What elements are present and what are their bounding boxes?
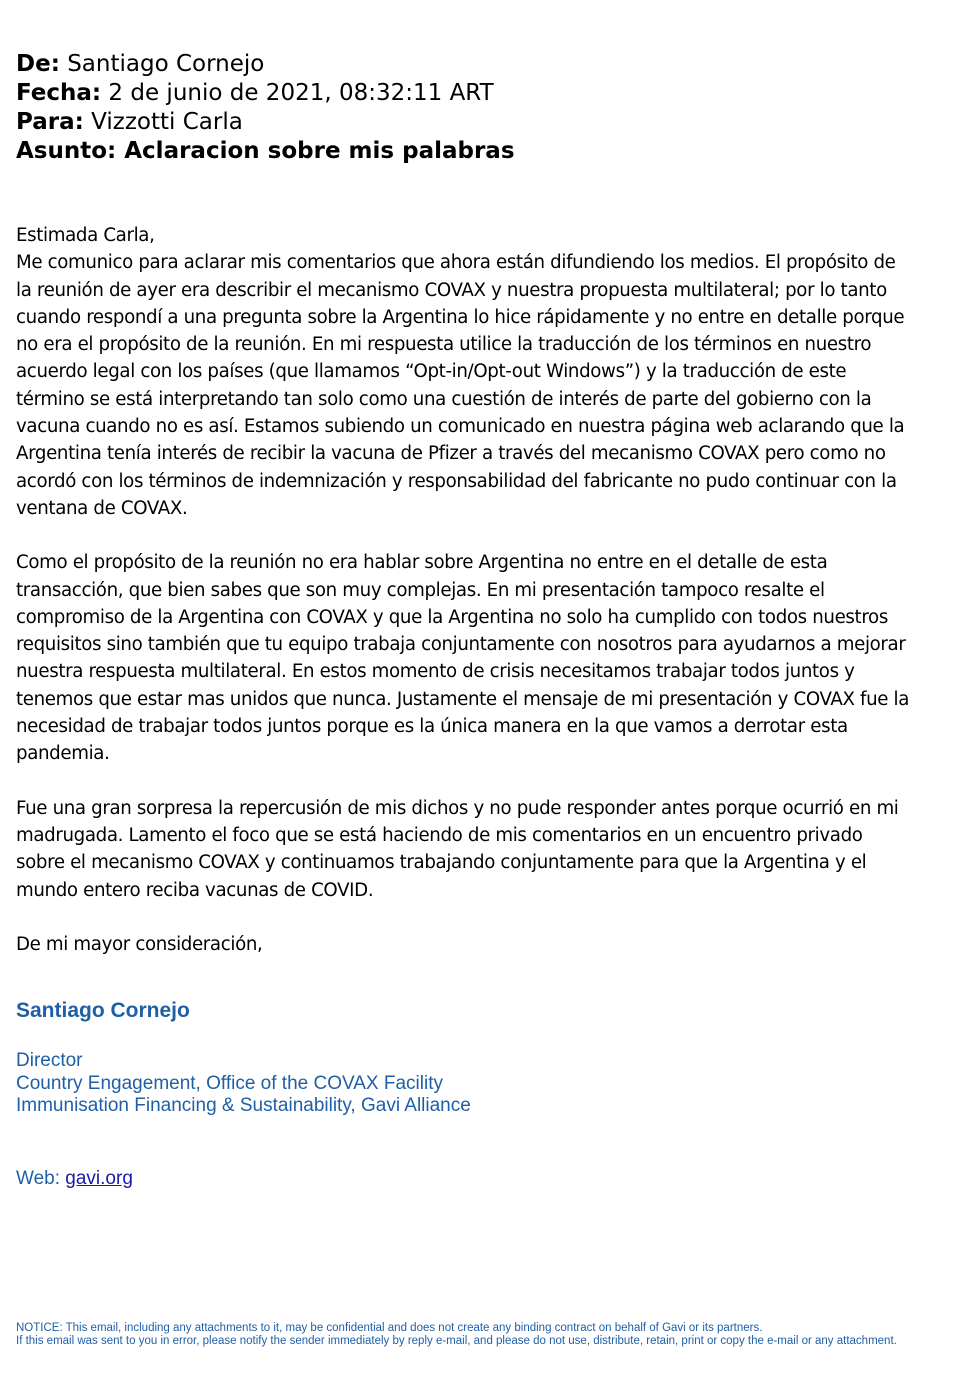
closing: De mi mayor consideración, xyxy=(16,933,263,955)
from-value: Santiago Cornejo xyxy=(67,51,265,77)
body-paragraph-1: Me comunico para aclarar mis comentarios que ahora están difundiendo los medios. El propósito de la reunión de ayer era describir el mecanismo COVAX y nuestra propuesta multilateral; por lo tanto cuando respondí a una pregunta sobre la Argentina lo hice rápidamente y no entre en detalle porque no era el propósito de la reunión. En mi respuesta utilice la traducción de los términos en nuestro acuerdo legal con los países (que llamamos “Opt-in/Opt-out Windows”) y la traducción de este término se está interpretando tan solo como una cuestión de interés de parte del gobierno con la vacuna cuando no es así. Estamos subiendo un comunicado en nuestra página web aclarando que la Argentina tenía interés de recibir la vacuna de Pfizer a través del mecanismo COVAX pero como no acordó con los términos de indemnización y responsabilidad del fabricante no pudo continuar con la ventana de COVAX. xyxy=(16,252,905,519)
legal-notice xyxy=(16,1322,916,1347)
signature-details xyxy=(16,1050,916,1118)
notice-line-2: If this email was sent to you in error, please notify the sender immediately by reply e-mail, and please do not use, distribute, retain, print or copy the e-mail or any attachment. xyxy=(16,1334,897,1347)
signature-title: Director xyxy=(16,1050,83,1072)
signature-line-2: Immunisation Financing & Sustainability, Gavi Alliance xyxy=(16,1095,471,1117)
signature-line-1: Country Engagement, Office of the COVAX Facility xyxy=(16,1072,443,1094)
web-row xyxy=(16,1168,916,1190)
body-paragraph-2: Como el propósito de la reunión no era hablar sobre Argentina no entre en el detalle de esta transacción, que bien sabes que son muy complejas. En mi presentación tampoco resalte el compromiso de la Argentina con COVAX y que la Argentina no solo ha cumplido con todos nuestros requisitos sino también que tu equipo trabaja conjuntamente con nosotros para ayudarnos a mejorar nuestra respuesta multilateral. En estos momento de crisis necesitamos trabajar todos juntos y tenemos que estar mas unidos que nunca. Justamente el mensaje de mi presentación y COVAX fue la necesidad de trabajar todos juntos porque es la única manera en la que vamos a derrotar esta pandemia. xyxy=(16,552,910,765)
date-label: Fecha: xyxy=(16,80,102,106)
date-value: 2 de junio de 2021, 08:32:11 ART xyxy=(108,80,494,106)
to-row xyxy=(16,108,916,137)
subject-value: Aclaracion sobre mis palabras xyxy=(124,138,515,164)
to-value: Vizzotti Carla xyxy=(91,109,243,135)
email-header xyxy=(16,50,916,166)
from-label: De: xyxy=(16,51,60,77)
from-row xyxy=(16,50,916,79)
body-paragraph-3: Fue una gran sorpresa la repercusión de mis dichos y no pude responder antes porque ocurrió en mi madrugada. Lamento el foco que se está haciendo de mis comentarios en un encuentro privado sobre el mecanismo COVAX y continuamos trabajando conjuntamente para que la Argentina y el mundo entero reciba vacunas de COVID. xyxy=(16,797,899,901)
web-label: Web: xyxy=(16,1167,61,1189)
subject-label: Asunto: xyxy=(16,138,117,164)
email-body xyxy=(16,222,916,958)
notice-line-1: NOTICE: This email, including any attachments to it, may be confidential and does not create any binding contract on behalf of Gavi or its partners. xyxy=(16,1322,763,1334)
to-label: Para: xyxy=(16,109,84,135)
date-row xyxy=(16,79,916,108)
greeting: Estimada Carla, xyxy=(16,225,155,246)
signature-name: Santiago Cornejo xyxy=(16,999,190,1023)
email-document xyxy=(16,50,916,1190)
subject-row xyxy=(16,137,916,166)
web-link[interactable]: gavi.org xyxy=(65,1167,133,1189)
signature-block xyxy=(16,998,916,1190)
